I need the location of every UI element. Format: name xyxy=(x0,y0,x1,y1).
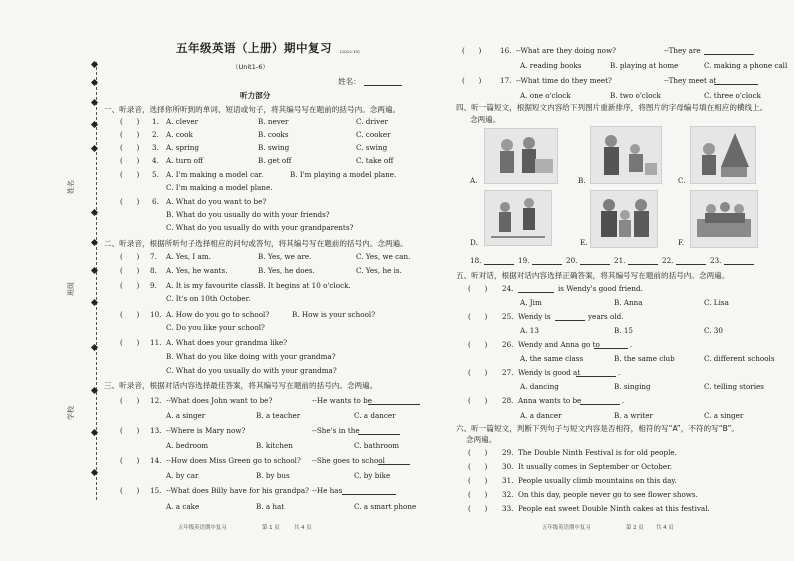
option-b: B. cooks xyxy=(258,130,289,139)
option-a: A. bedroom xyxy=(166,441,209,450)
option-a: A. What do you want to be? xyxy=(166,197,267,206)
order-num: 21. xyxy=(614,256,626,265)
margin-label-name: 姓名 xyxy=(67,180,75,194)
order-num: 22. xyxy=(662,256,674,265)
answer-bracket[interactable]: ( ) xyxy=(120,396,140,405)
option-b: B. What do you usually do with your friends? xyxy=(166,210,330,219)
sec5-instruction: 五、听对话，根据对话内容选择正确答案，将其编号写在题前的括号内。念两遍。 xyxy=(456,271,730,280)
question-pre: Anna wants to be xyxy=(518,396,582,405)
option-b: B. It begins at 10 o'clock. xyxy=(258,281,351,290)
response: --She's in the xyxy=(312,426,360,435)
question-post: . xyxy=(618,368,621,377)
answer-blank[interactable] xyxy=(594,348,628,349)
sec4-instruction-2: 念两遍。 xyxy=(470,115,501,124)
question-pre: Wendy is xyxy=(518,312,551,321)
q-num: 15. xyxy=(150,486,162,495)
answer-blank[interactable] xyxy=(576,376,616,377)
option-a: A. by car xyxy=(166,471,199,480)
q-num: 4. xyxy=(152,156,159,165)
answer-blank[interactable] xyxy=(358,434,400,435)
option-b: B. kitchen xyxy=(256,441,293,450)
answer-blank[interactable] xyxy=(555,320,585,321)
option-c: C. What do you usually do with your grandma? xyxy=(166,366,337,375)
sec3-instruction: 三、听录音，根据对话内容选择最佳答案，将其编号写在题前的括号内。念两遍。 xyxy=(104,381,378,390)
option-a: A. What does your grandma like? xyxy=(166,338,288,347)
option-a: A. I'm making a model car. xyxy=(166,170,264,179)
picture-label: C. xyxy=(678,176,686,185)
q-num: 17. xyxy=(500,76,512,85)
option-a: A. cook xyxy=(166,130,193,139)
option-c: C. Do you like your school? xyxy=(166,323,265,332)
picture-c xyxy=(690,126,756,184)
option-b: B. get off xyxy=(258,156,292,165)
answer-blank[interactable] xyxy=(378,464,410,465)
picture-label: A. xyxy=(470,176,478,185)
option-b: B. Yes, we are. xyxy=(258,252,312,261)
listening-heading: 听力部分 xyxy=(240,91,271,100)
q-num: 12. xyxy=(150,396,162,405)
date-note: (2022.10) xyxy=(340,49,360,54)
name-field[interactable] xyxy=(364,85,402,86)
option-a: A. Yes, he wants. xyxy=(166,266,228,275)
question: --What does John want to be? xyxy=(166,396,273,405)
question: --What time do they meet? xyxy=(516,76,612,85)
option-c: C. What do you usually do with your grandparents? xyxy=(166,223,354,232)
q-num: 11. xyxy=(150,338,162,347)
q-num: 6. xyxy=(152,197,159,206)
option-c: C. a singer xyxy=(704,411,744,420)
picture-label: D. xyxy=(470,238,478,247)
order-blank[interactable] xyxy=(676,264,706,265)
question: --What does Billy have for his grandpa? xyxy=(166,486,310,495)
q-num: 16. xyxy=(500,46,512,55)
answer-bracket[interactable]: ( ) xyxy=(462,76,482,85)
statement: People usually climb mountains on this day. xyxy=(518,476,677,485)
answer-bracket[interactable]: ( ) xyxy=(120,338,140,347)
q-num: 31. xyxy=(502,476,514,485)
option-c: C. by bike xyxy=(354,471,391,480)
answer-bracket[interactable]: ( ) xyxy=(468,476,488,485)
option-a: A. It is my favourite class. xyxy=(166,281,261,290)
response: --She goes to school xyxy=(312,456,385,465)
q-num: 29. xyxy=(502,448,514,457)
order-num: 18. xyxy=(470,256,482,265)
option-c: C. a dancer xyxy=(354,411,396,420)
picture-label: F. xyxy=(678,238,685,247)
statement: The Double Ninth Festival is for old people. xyxy=(518,448,677,457)
answer-blank[interactable] xyxy=(518,292,554,293)
option-b: B. Anna xyxy=(614,298,643,307)
question-pre: Wendy is good at xyxy=(518,368,581,377)
option-b: B. a hat xyxy=(256,502,285,511)
q-num: 13. xyxy=(150,426,162,435)
answer-bracket[interactable]: ( ) xyxy=(120,252,140,261)
q-num: 24. xyxy=(502,284,514,293)
picture-b xyxy=(590,126,662,184)
q-num: 5. xyxy=(152,170,159,179)
option-b: B. I'm playing a model plane. xyxy=(290,170,397,179)
q-num: 27. xyxy=(502,368,514,377)
statement: People eat sweet Double Ninth cakes at this festival. xyxy=(518,504,710,513)
answer-bracket[interactable]: ( ) xyxy=(120,156,140,165)
option-b: B. the same club xyxy=(614,354,675,363)
answer-bracket[interactable]: ( ) xyxy=(120,281,140,290)
sec6-instruction-2: 念两遍。 xyxy=(466,435,497,444)
family-sofa-image xyxy=(691,191,757,247)
q-num: 28. xyxy=(502,396,514,405)
q-num: 33. xyxy=(502,504,514,513)
sec2-instruction: 二、听录音，根据所听句子选择相应的问句或答句，将其编号写在题前的括号内。念两遍。 xyxy=(104,239,408,248)
option-c: C. swing xyxy=(356,143,388,152)
order-num: 19. xyxy=(518,256,530,265)
option-c: C. Yes, he is. xyxy=(356,266,402,275)
option-b: B. How is your school? xyxy=(292,310,376,319)
answer-bracket[interactable]: ( ) xyxy=(120,197,140,206)
order-blank[interactable] xyxy=(580,264,610,265)
option-a: A. How do you go to school? xyxy=(166,310,270,319)
sec6-instruction: 六、听一篇短文，判断下列句子与短文内容是否相符，相符的写“A”，不符的写“B”。 xyxy=(456,424,739,433)
picture-label: E. xyxy=(580,238,588,247)
option-c: C. Lisa xyxy=(704,298,729,307)
question: --What are they doing now? xyxy=(516,46,617,55)
units-note: （Unit1-6） xyxy=(232,63,269,71)
statement: On this day, people never go to see flower shows. xyxy=(518,490,698,499)
option-b: B. two o'clock xyxy=(610,91,661,100)
order-blank[interactable] xyxy=(724,264,754,265)
q-num: 9. xyxy=(150,281,157,290)
answer-blank[interactable] xyxy=(714,84,758,85)
picture-label: B. xyxy=(578,176,586,185)
answer-bracket[interactable]: ( ) xyxy=(468,490,488,499)
question-post: . xyxy=(630,340,633,349)
option-a: A. reading books xyxy=(520,61,582,70)
option-a: A. Jim xyxy=(520,298,542,307)
sec1-instruction: 一、听录音，选择你所听到的单词、短语或句子，将其编号写在题前的括号内。念两遍。 xyxy=(104,105,401,114)
option-b: B. What do you like doing with your grandma? xyxy=(166,352,336,361)
option-a: A. turn off xyxy=(166,156,204,165)
option-c: C. making a phone call xyxy=(704,61,788,70)
statement: It usually comes in September or October. xyxy=(518,462,673,471)
q-num: 10. xyxy=(150,310,162,319)
response: --He wants to be xyxy=(312,396,372,405)
response: --They are xyxy=(664,46,701,55)
answer-bracket[interactable]: ( ) xyxy=(468,462,488,471)
family-cooking-image xyxy=(485,129,557,183)
option-a: A. a singer xyxy=(166,411,206,420)
answer-bracket[interactable]: ( ) xyxy=(120,130,140,139)
option-c: C. three o'clock xyxy=(704,91,761,100)
question-post: . xyxy=(622,396,625,405)
answer-bracket[interactable]: ( ) xyxy=(120,170,140,179)
answer-bracket[interactable]: ( ) xyxy=(120,456,140,465)
answer-blank[interactable] xyxy=(580,404,620,405)
option-b: B. a teacher xyxy=(256,411,301,420)
answer-bracket[interactable]: ( ) xyxy=(468,340,488,349)
footer-title: 五年级英语期中复习 xyxy=(178,525,227,531)
option-b: B. never xyxy=(258,117,289,126)
sec4-instruction: 四、听一篇短文，根据短文内容给下列图片重新排序，将图片的字母编号填在相应的横线上。 xyxy=(456,103,768,112)
answer-bracket[interactable]: ( ) xyxy=(468,448,488,457)
answer-bracket[interactable]: ( ) xyxy=(468,504,488,513)
response: --They meet at xyxy=(664,76,717,85)
option-a: A. dancing xyxy=(520,382,559,391)
option-a: A. 13 xyxy=(520,326,539,335)
option-b: B. Yes, he does. xyxy=(258,266,315,275)
picture-d xyxy=(484,190,552,246)
answer-bracket[interactable]: ( ) xyxy=(120,266,140,275)
option-a: A. Yes, I am. xyxy=(166,252,211,261)
name-label: 姓名： xyxy=(338,77,361,86)
margin-label-class: 班级 xyxy=(67,282,75,296)
q-num: 25. xyxy=(502,312,514,321)
q-num: 30. xyxy=(502,462,514,471)
option-b: B. swing xyxy=(258,143,290,152)
answer-bracket[interactable]: ( ) xyxy=(468,396,488,405)
visiting-grandparents-image xyxy=(591,127,661,183)
q-num: 26. xyxy=(502,340,514,349)
answer-bracket[interactable]: ( ) xyxy=(120,426,140,435)
option-b: B. playing at home xyxy=(610,61,679,70)
option-c: C. different schools xyxy=(704,354,775,363)
order-blank[interactable] xyxy=(532,264,562,265)
option-a: A. a cake xyxy=(166,502,200,511)
option-a: A. the same class xyxy=(520,354,584,363)
q-num: 7. xyxy=(150,252,157,261)
option-b: B. 15 xyxy=(614,326,633,335)
answer-bracket[interactable]: ( ) xyxy=(468,368,488,377)
answer-bracket[interactable]: ( ) xyxy=(120,117,140,126)
option-c: C. bathroom xyxy=(354,441,400,450)
q-num: 3. xyxy=(152,143,159,152)
answer-bracket[interactable]: ( ) xyxy=(120,143,140,152)
question-post: is Wendy's good friend. xyxy=(558,284,643,293)
footer-total: 共 4 页 xyxy=(656,525,674,531)
question-post: years old. xyxy=(588,312,624,321)
option-a: A. one o'clock xyxy=(520,91,571,100)
option-c: C. cooker xyxy=(356,130,391,139)
option-b: B. a writer xyxy=(614,411,653,420)
order-num: 20. xyxy=(566,256,578,265)
q-num: 8. xyxy=(150,266,157,275)
q-num: 32. xyxy=(502,490,514,499)
footer-total: 共 4 页 xyxy=(294,525,312,531)
margin-label-school: 学校 xyxy=(67,406,75,420)
answer-blank[interactable] xyxy=(342,494,396,495)
option-c: C. driver xyxy=(356,117,388,126)
option-c: C. It's on 10th October. xyxy=(166,294,251,303)
answer-bracket[interactable]: ( ) xyxy=(468,284,488,293)
option-c: C. Yes, we can. xyxy=(356,252,411,261)
response: --He has xyxy=(312,486,343,495)
footer-page: 第 2 页 xyxy=(626,525,644,531)
question-pre: Wendy and Anna go to xyxy=(518,340,600,349)
answer-bracket[interactable]: ( ) xyxy=(462,46,482,55)
question: --Where is Mary now? xyxy=(166,426,246,435)
footer-title: 五年级英语期中复习 xyxy=(542,525,591,531)
picture-f xyxy=(690,190,758,248)
option-a: A. clever xyxy=(166,117,199,126)
order-blank[interactable] xyxy=(628,264,658,265)
option-c: C. 30 xyxy=(704,326,723,335)
option-c: C. take off xyxy=(356,156,394,165)
grandparents-and-child-image xyxy=(591,191,657,247)
q-num: 1. xyxy=(152,117,159,126)
page-title: 五年级英语（上册）期中复习 xyxy=(176,41,332,55)
option-c: C. I'm making a model plane. xyxy=(166,183,273,192)
option-c: C. a smart phone xyxy=(354,502,417,511)
q-num: 14. xyxy=(150,456,162,465)
picture-a xyxy=(484,128,558,184)
answer-blank[interactable] xyxy=(368,404,420,405)
answer-bracket[interactable]: ( ) xyxy=(120,486,140,495)
footer-page: 第 1 页 xyxy=(262,525,280,531)
option-b: B. singing xyxy=(614,382,651,391)
picture-e xyxy=(590,190,658,248)
option-c: C. telling stories xyxy=(704,382,764,391)
answer-bracket[interactable]: ( ) xyxy=(468,312,488,321)
q-num: 2. xyxy=(152,130,159,139)
question: --How does Miss Green go to school? xyxy=(166,456,301,465)
option-b: B. by bus xyxy=(256,471,290,480)
answer-blank[interactable] xyxy=(704,54,754,55)
option-a: A. spring xyxy=(166,143,200,152)
answer-bracket[interactable]: ( ) xyxy=(120,310,140,319)
order-num: 23. xyxy=(710,256,722,265)
children-playing-image xyxy=(485,191,551,245)
order-blank[interactable] xyxy=(484,264,514,265)
option-a: A. a dancer xyxy=(520,411,562,420)
christmas-tree-image xyxy=(691,127,755,183)
